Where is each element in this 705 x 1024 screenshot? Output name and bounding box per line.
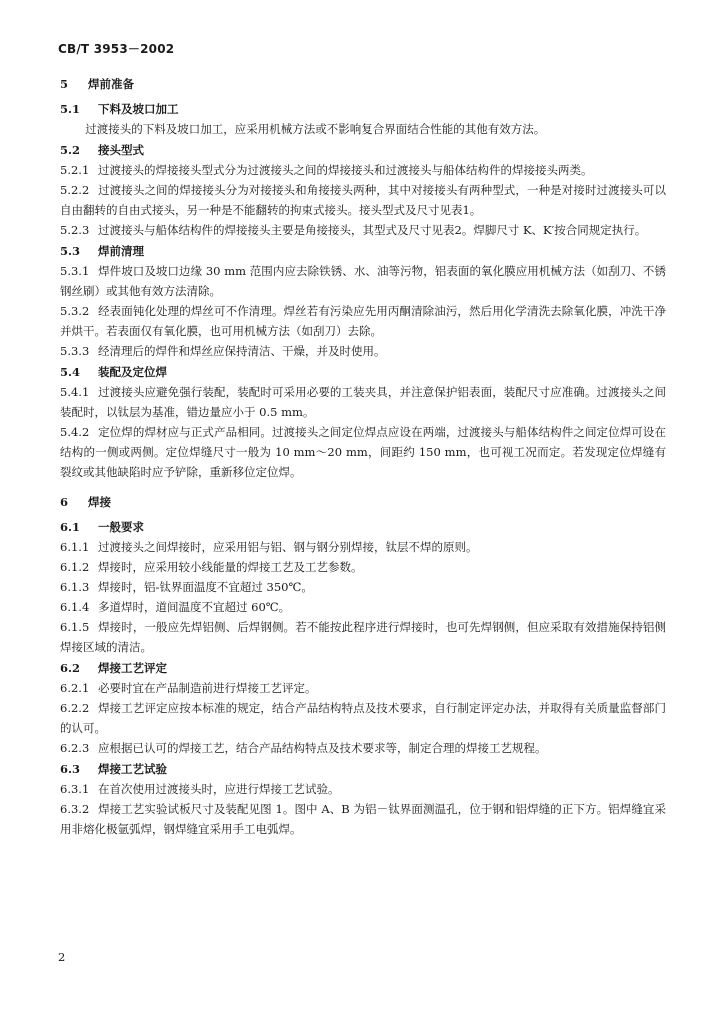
clause-paragraph <box>60 698 666 738</box>
chapter-heading <box>60 492 666 512</box>
clause-text: 经表面钝化处理的焊丝可不作清理。焊丝若有污染应先用丙酮清除油污，然后用化学清洗去除氧化膜，冲洗干净并烘干。若表面仅有氧化膜，也可用机械方法（如刮刀）去除。 <box>60 304 666 338</box>
clause-number: 6 <box>60 495 69 509</box>
clause-text: 过渡接头的下料及坡口加工，应采用机械方法或不影响复合界面结合性能的其他有效方法。 <box>85 122 546 136</box>
clause-paragraph <box>60 617 666 657</box>
clause-number: 5.2 <box>60 143 81 157</box>
clause-number: 6.2 <box>60 661 81 675</box>
clause-paragraph <box>60 301 666 341</box>
section-heading <box>60 759 666 779</box>
clause-text: 焊接时，铝-钛界面温度不宜超过 350℃。 <box>98 580 313 594</box>
clause-text: 多道焊时，道间温度不宜超过 60℃。 <box>98 600 291 614</box>
clause-number: 5.3 <box>60 244 81 258</box>
clause-paragraph <box>60 738 666 758</box>
clause-number: 6.1.3 <box>60 580 90 594</box>
clause-paragraph <box>60 341 666 361</box>
section-heading <box>60 140 666 160</box>
clause-number: 5.2.3 <box>60 223 90 237</box>
section-heading <box>60 241 666 261</box>
clause-text: 焊接工艺评定 <box>98 661 167 675</box>
clause-number: 5.3.2 <box>60 304 90 318</box>
section-heading <box>60 517 666 537</box>
clause-text: 焊前清理 <box>98 244 144 258</box>
clause-number: 6.1.5 <box>60 620 90 634</box>
clause-number: 6.1.1 <box>60 540 90 554</box>
clause-number: 6.3.1 <box>60 782 90 796</box>
page-number: 2 <box>58 950 66 964</box>
clause-number: 6.2.2 <box>60 701 90 715</box>
clause-text: 过渡接头与船体结构件的焊接接头主要是角接接头，其型式及尺寸见表2。焊脚尺寸 K、K′按合同规定执行。 <box>98 223 647 237</box>
clause-text: 过渡接头之间的焊接接头分为对接接头和角接接头两种，其中对接接头有两种型式，一种是对接时过渡接头可以自由翻转的自由式接头，另一种是不能翻转的拘束式接头。接头型式及尺寸见表1。 <box>60 183 666 217</box>
clause-text: 接头型式 <box>98 143 144 157</box>
clause-paragraph <box>60 779 666 799</box>
clause-text: 焊接工艺实验试板尺寸及装配见图 1。图中 A、B 为铝－钛界面测温孔，位于钢和铝焊缝的正下方。铝焊缝宜采用非熔化极氩弧焊，钢焊缝宜采用手工电弧焊。 <box>60 802 666 836</box>
clause-number: 5.4.2 <box>60 425 90 439</box>
clause-number: 5 <box>60 77 69 91</box>
clause-number: 6.1.4 <box>60 600 90 614</box>
document-body <box>60 70 666 839</box>
clause-number: 5.4 <box>60 365 81 379</box>
clause-text: 焊接工艺试验 <box>98 762 167 776</box>
clause-paragraph <box>60 799 666 839</box>
clause-paragraph <box>60 597 666 617</box>
clause-text: 过渡接头应避免强行装配，装配时可采用必要的工装夹具，并注意保护铝表面，装配尺寸应准确。过渡接头之间装配时，以钛层为基准，错边量应小于 0.5 mm。 <box>60 385 666 419</box>
clause-number: 6.3.2 <box>60 802 90 816</box>
clause-number: 5.3.3 <box>60 344 90 358</box>
clause-number: 5.2.2 <box>60 183 90 197</box>
section-heading <box>60 99 666 119</box>
clause-number: 6.1 <box>60 520 81 534</box>
clause-text: 下料及坡口加工 <box>98 102 179 116</box>
clause-number: 5.1 <box>60 102 81 116</box>
clause-paragraph <box>60 678 666 698</box>
clause-paragraph <box>60 180 666 220</box>
clause-paragraph <box>60 557 666 577</box>
clause-paragraph <box>60 537 666 557</box>
clause-text: 在首次使用过渡接头时，应进行焊接工艺试验。 <box>98 782 340 796</box>
clause-number: 5.3.1 <box>60 264 90 278</box>
clause-text: 定位焊的焊材应与正式产品相同。过渡接头之间定位焊点应设在两端，过渡接头与船体结构件之间定位焊可设在结构的一侧或两侧。定位焊缝尺寸一般为 10 mm～20 mm，间距约 150 mm，也可视工况而定。若发现定位焊缝有裂纹或其他缺陷时应予铲除，重新移位定位焊。 <box>60 425 666 479</box>
section-heading <box>60 362 666 382</box>
standard-code-header: CB/T 3953－2002 <box>58 42 175 56</box>
clause-paragraph <box>60 382 666 422</box>
clause-text: 焊前准备 <box>88 77 134 91</box>
clause-number: 6.1.2 <box>60 560 90 574</box>
clause-text: 焊件坡口及坡口边缘 30 mm 范围内应去除铁锈、水、油等污物，铝表面的氧化膜应用机械方法（如刮刀、不锈钢丝刷）或其他有效方法清除。 <box>60 264 666 298</box>
clause-text: 经清理后的焊件和焊丝应保持清洁、干燥，并及时使用。 <box>98 344 386 358</box>
clause-number: 6.3 <box>60 762 81 776</box>
chapter-heading <box>60 74 666 94</box>
clause-text: 过渡接头的焊接接头型式分为过渡接头之间的焊接接头和过渡接头与船体结构件的焊接接头两类。 <box>98 163 593 177</box>
clause-text: 一般要求 <box>98 520 144 534</box>
clause-text: 装配及定位焊 <box>98 365 167 379</box>
clause-text: 过渡接头之间焊接时，应采用铝与铝、钢与钢分别焊接，钛层不焊的原则。 <box>98 540 478 554</box>
clause-number: 6.2.1 <box>60 681 90 695</box>
clause-number: 6.2.3 <box>60 741 90 755</box>
clause-paragraph <box>60 220 666 240</box>
clause-paragraph <box>60 261 666 301</box>
clause-number: 5.2.1 <box>60 163 90 177</box>
clause-text: 焊接时，应采用较小线能量的焊接工艺及工艺参数。 <box>98 560 363 574</box>
clause-paragraph <box>60 160 666 180</box>
clause-paragraph <box>60 577 666 597</box>
clause-text: 应根据已认可的焊接工艺，结合产品结构特点及技术要求等，制定合理的焊接工艺规程。 <box>98 741 547 755</box>
clause-text: 焊接时，一般应先焊铝侧、后焊钢侧。若不能按此程序进行焊接时，也可先焊钢侧，但应采取有效措施保持铝侧焊接区域的清洁。 <box>60 620 666 654</box>
clause-number: 5.4.1 <box>60 385 90 399</box>
clause-text: 焊接工艺评定应按本标准的规定，结合产品结构特点及技术要求，自行制定评定办法，并取得有关质量监督部门的认可。 <box>60 701 666 735</box>
paragraph <box>60 119 666 139</box>
clause-text: 焊接 <box>88 495 111 509</box>
clause-paragraph <box>60 422 666 482</box>
clause-text: 必要时宜在产品制造前进行焊接工艺评定。 <box>98 681 317 695</box>
section-heading <box>60 658 666 678</box>
